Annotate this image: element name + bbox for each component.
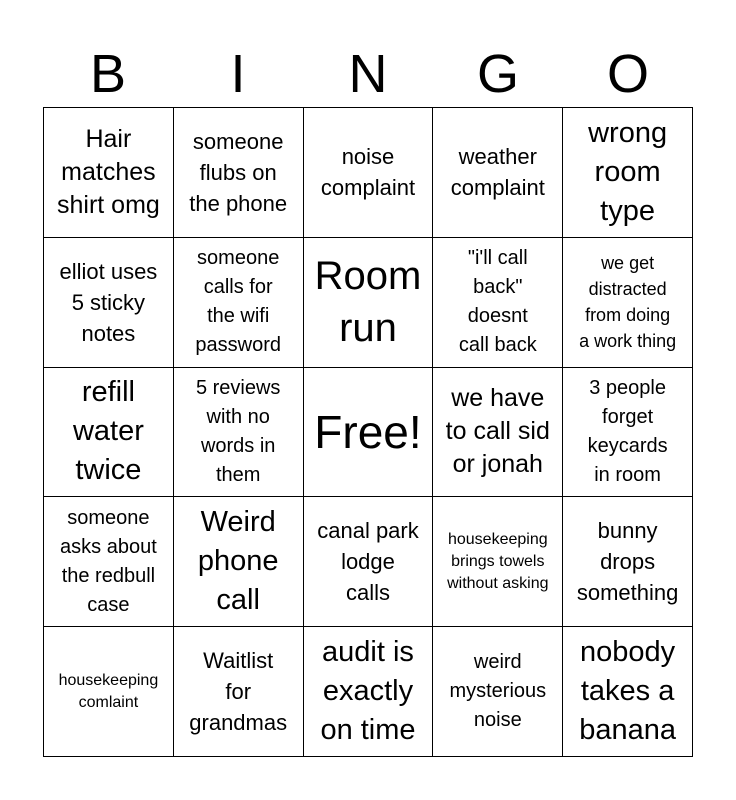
header-letter-g: G [476, 44, 519, 104]
header-letter-i: I [230, 44, 246, 104]
bingo-cell-r2-c4[interactable] [433, 238, 563, 368]
bingo-cell-r3-c4[interactable] [433, 368, 563, 498]
bingo-cell-r5-c3[interactable] [304, 627, 434, 757]
bingo-cell-r5-c4[interactable] [433, 627, 563, 757]
bingo-board [43, 107, 693, 757]
bingo-header [43, 40, 693, 108]
cell-text: housekeeping comlaint [58, 671, 159, 711]
cell-text: someone calls for the wifi password [195, 247, 281, 357]
bingo-cell-r5-c2[interactable] [174, 627, 304, 757]
cell-text: audit is exactly on time [320, 636, 416, 747]
bingo-cell-r4-c1[interactable] [44, 497, 174, 627]
bingo-cell-r1-c2[interactable] [174, 108, 304, 238]
cell-text: refill water twice [72, 376, 144, 487]
cell-text: someone asks about the redbull case [60, 506, 157, 616]
cell-text: housekeeping brings towels without asking [447, 530, 549, 592]
bingo-cell-r5-c1[interactable] [44, 627, 174, 757]
header-letter-o: O [606, 44, 649, 104]
bingo-cell-r2-c5[interactable] [563, 238, 693, 368]
bingo-cell-r1-c1[interactable] [44, 108, 174, 238]
bingo-cell-r4-c4[interactable] [433, 497, 563, 627]
cell-text: weather complaint [450, 144, 545, 201]
cell-text: 3 people forget keycards in room [587, 376, 668, 486]
bingo-cell-r4-c3[interactable] [304, 497, 434, 627]
cell-text: we have to call sid or jonah [445, 384, 550, 479]
bingo-cell-r1-c5[interactable] [563, 108, 693, 238]
header-letter-n: N [348, 44, 388, 104]
bingo-cell-r4-c5[interactable] [563, 497, 693, 627]
bingo-cell-r3-c5[interactable] [563, 368, 693, 498]
header-letter-b: B [89, 44, 127, 104]
bingo-cell-r3-c1[interactable] [44, 368, 174, 498]
cell-text: elliot uses 5 sticky notes [59, 258, 158, 346]
cell-text: we get distracted from doing a work thing [579, 253, 677, 352]
bingo-cell-r2-c2[interactable] [174, 238, 304, 368]
cell-text: 5 reviews with no words in them [195, 376, 281, 486]
bingo-cell-r2-c1[interactable] [44, 238, 174, 368]
bingo-cell-r3-c3[interactable] [304, 368, 434, 498]
cell-text: weird mysterious noise [449, 651, 547, 732]
bingo-cell-r3-c2[interactable] [174, 368, 304, 498]
cell-text: Hair matches shirt omg [56, 124, 160, 219]
bingo-cell-r1-c4[interactable] [433, 108, 563, 238]
cell-text: someone flubs on the phone [189, 128, 288, 216]
cell-text: noise complaint [320, 144, 416, 201]
cell-text: Room run [314, 254, 422, 351]
bingo-cell-r4-c2[interactable] [174, 497, 304, 627]
bingo-cell-r1-c3[interactable] [304, 108, 434, 238]
bingo-cell-r5-c5[interactable] [563, 627, 693, 757]
cell-text: Waitlist for grandmas [189, 648, 288, 736]
bingo-cell-r2-c3[interactable] [304, 238, 434, 368]
free-space: Free! [314, 405, 422, 458]
cell-text: "i'll call back" doesnt call back [458, 247, 537, 357]
cell-text: bunny drops something [576, 518, 679, 606]
cell-text: Weird phone call [197, 506, 279, 617]
cell-text: wrong room type [588, 116, 668, 227]
cell-text: canal park lodge calls [317, 518, 419, 606]
cell-text: nobody takes a banana [579, 636, 676, 747]
